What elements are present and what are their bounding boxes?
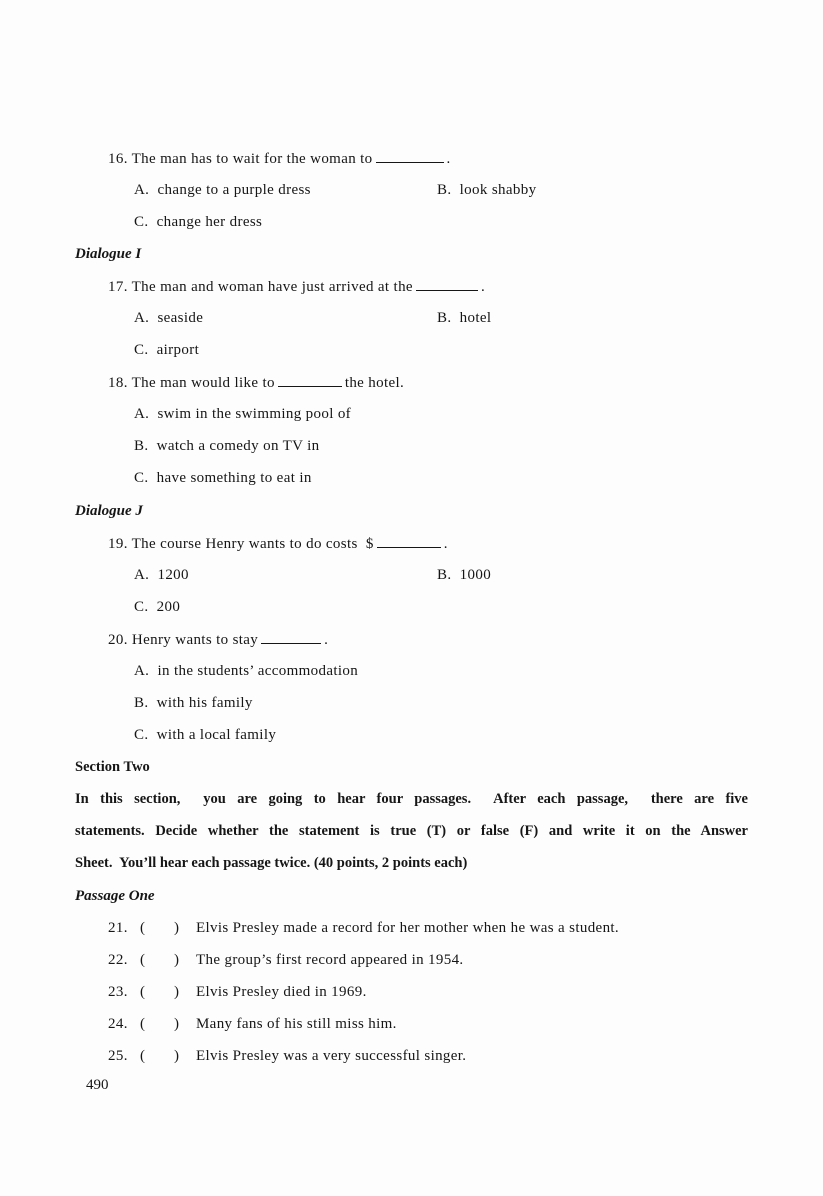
dialogue-heading: Dialogue I <box>75 246 142 262</box>
statement-text: Many fans of his still miss him. <box>196 1016 397 1032</box>
statement-text: Elvis Presley was a very successful singer. <box>196 1048 467 1064</box>
answer-bracket: ( ) <box>140 1048 180 1064</box>
option-b: B. watch a comedy on TV in <box>134 438 320 454</box>
question-number: 20. <box>108 632 128 648</box>
option-a: A. 1200 <box>134 567 189 583</box>
option-a: A. change to a purple dress <box>134 182 311 198</box>
section-title: Section Two <box>75 759 150 775</box>
question-19 <box>108 533 448 554</box>
section-instructions: Sheet. You’ll hear each passage twice. (40 points, 2 points each) <box>75 855 468 871</box>
option-b: B. with his family <box>134 695 253 711</box>
question-number: 17. <box>108 279 128 295</box>
question-18 <box>108 372 404 393</box>
question-stem-end: . <box>446 151 451 167</box>
option-c: C. 200 <box>134 599 181 615</box>
statement-number: 22. <box>108 952 128 968</box>
option-c: C. with a local family <box>134 727 277 743</box>
option-c: C. have something to eat in <box>134 470 312 486</box>
statement-text: Elvis Presley made a record for her mother when he was a student. <box>196 920 620 936</box>
answer-bracket: ( ) <box>140 952 180 968</box>
statement-text: The group’s first record appeared in 1954. <box>196 952 464 968</box>
question-stem: The course Henry wants to do costs $ <box>131 536 374 552</box>
answer-bracket: ( ) <box>140 920 180 936</box>
question-stem-end: . <box>324 632 329 648</box>
section-instructions: statements. Decide whether the statement is true (T) or false (F) and write it on the Answer <box>75 823 748 839</box>
statement-21 <box>108 918 619 938</box>
answer-blank <box>416 276 478 291</box>
answer-bracket: ( ) <box>140 1016 180 1032</box>
section-instructions: In this section, you are going to hear four passages. After each passage, there are five <box>75 791 748 807</box>
answer-blank <box>278 372 342 387</box>
answer-blank <box>376 148 444 163</box>
question-stem-end: . <box>480 279 486 295</box>
option-a: A. seaside <box>134 310 204 326</box>
answer-bracket: ( ) <box>140 984 180 1000</box>
statement-text: Elvis Presley died in 1969. <box>196 984 367 1000</box>
question-16 <box>108 148 451 169</box>
dialogue-heading: Dialogue J <box>75 503 143 519</box>
question-number: 19. <box>108 536 128 552</box>
question-number: 18. <box>108 375 128 391</box>
statement-number: 23. <box>108 984 128 1000</box>
question-stem: Henry wants to stay <box>131 632 259 648</box>
question-20 <box>108 629 328 650</box>
statement-22 <box>108 950 464 970</box>
statement-23 <box>108 982 367 1002</box>
option-b: B. look shabby <box>437 182 537 198</box>
question-stem: The man would like to <box>131 375 275 391</box>
question-number: 16. <box>108 151 128 167</box>
option-b: B. 1000 <box>437 567 492 583</box>
question-stem-end: the hotel. <box>344 375 405 391</box>
option-c: C. change her dress <box>134 214 263 230</box>
question-stem: The man has to wait for the woman to <box>131 151 373 167</box>
statement-24 <box>108 1014 397 1034</box>
answer-blank <box>261 629 321 644</box>
option-a: A. swim in the swimming pool of <box>134 406 352 422</box>
option-c: C. airport <box>134 342 200 358</box>
question-stem-end: . <box>443 536 448 552</box>
page-number: 490 <box>86 1077 109 1093</box>
answer-blank <box>377 533 441 548</box>
option-a: A. in the students’ accommodation <box>134 663 359 679</box>
statement-number: 21. <box>108 920 128 936</box>
statement-number: 25. <box>108 1048 128 1064</box>
question-17 <box>108 276 485 297</box>
statement-number: 24. <box>108 1016 128 1032</box>
question-stem: The man and woman have just arrived at the <box>131 279 413 295</box>
statement-25 <box>108 1046 466 1066</box>
passage-heading: Passage One <box>75 888 155 904</box>
option-b: B. hotel <box>437 310 492 326</box>
